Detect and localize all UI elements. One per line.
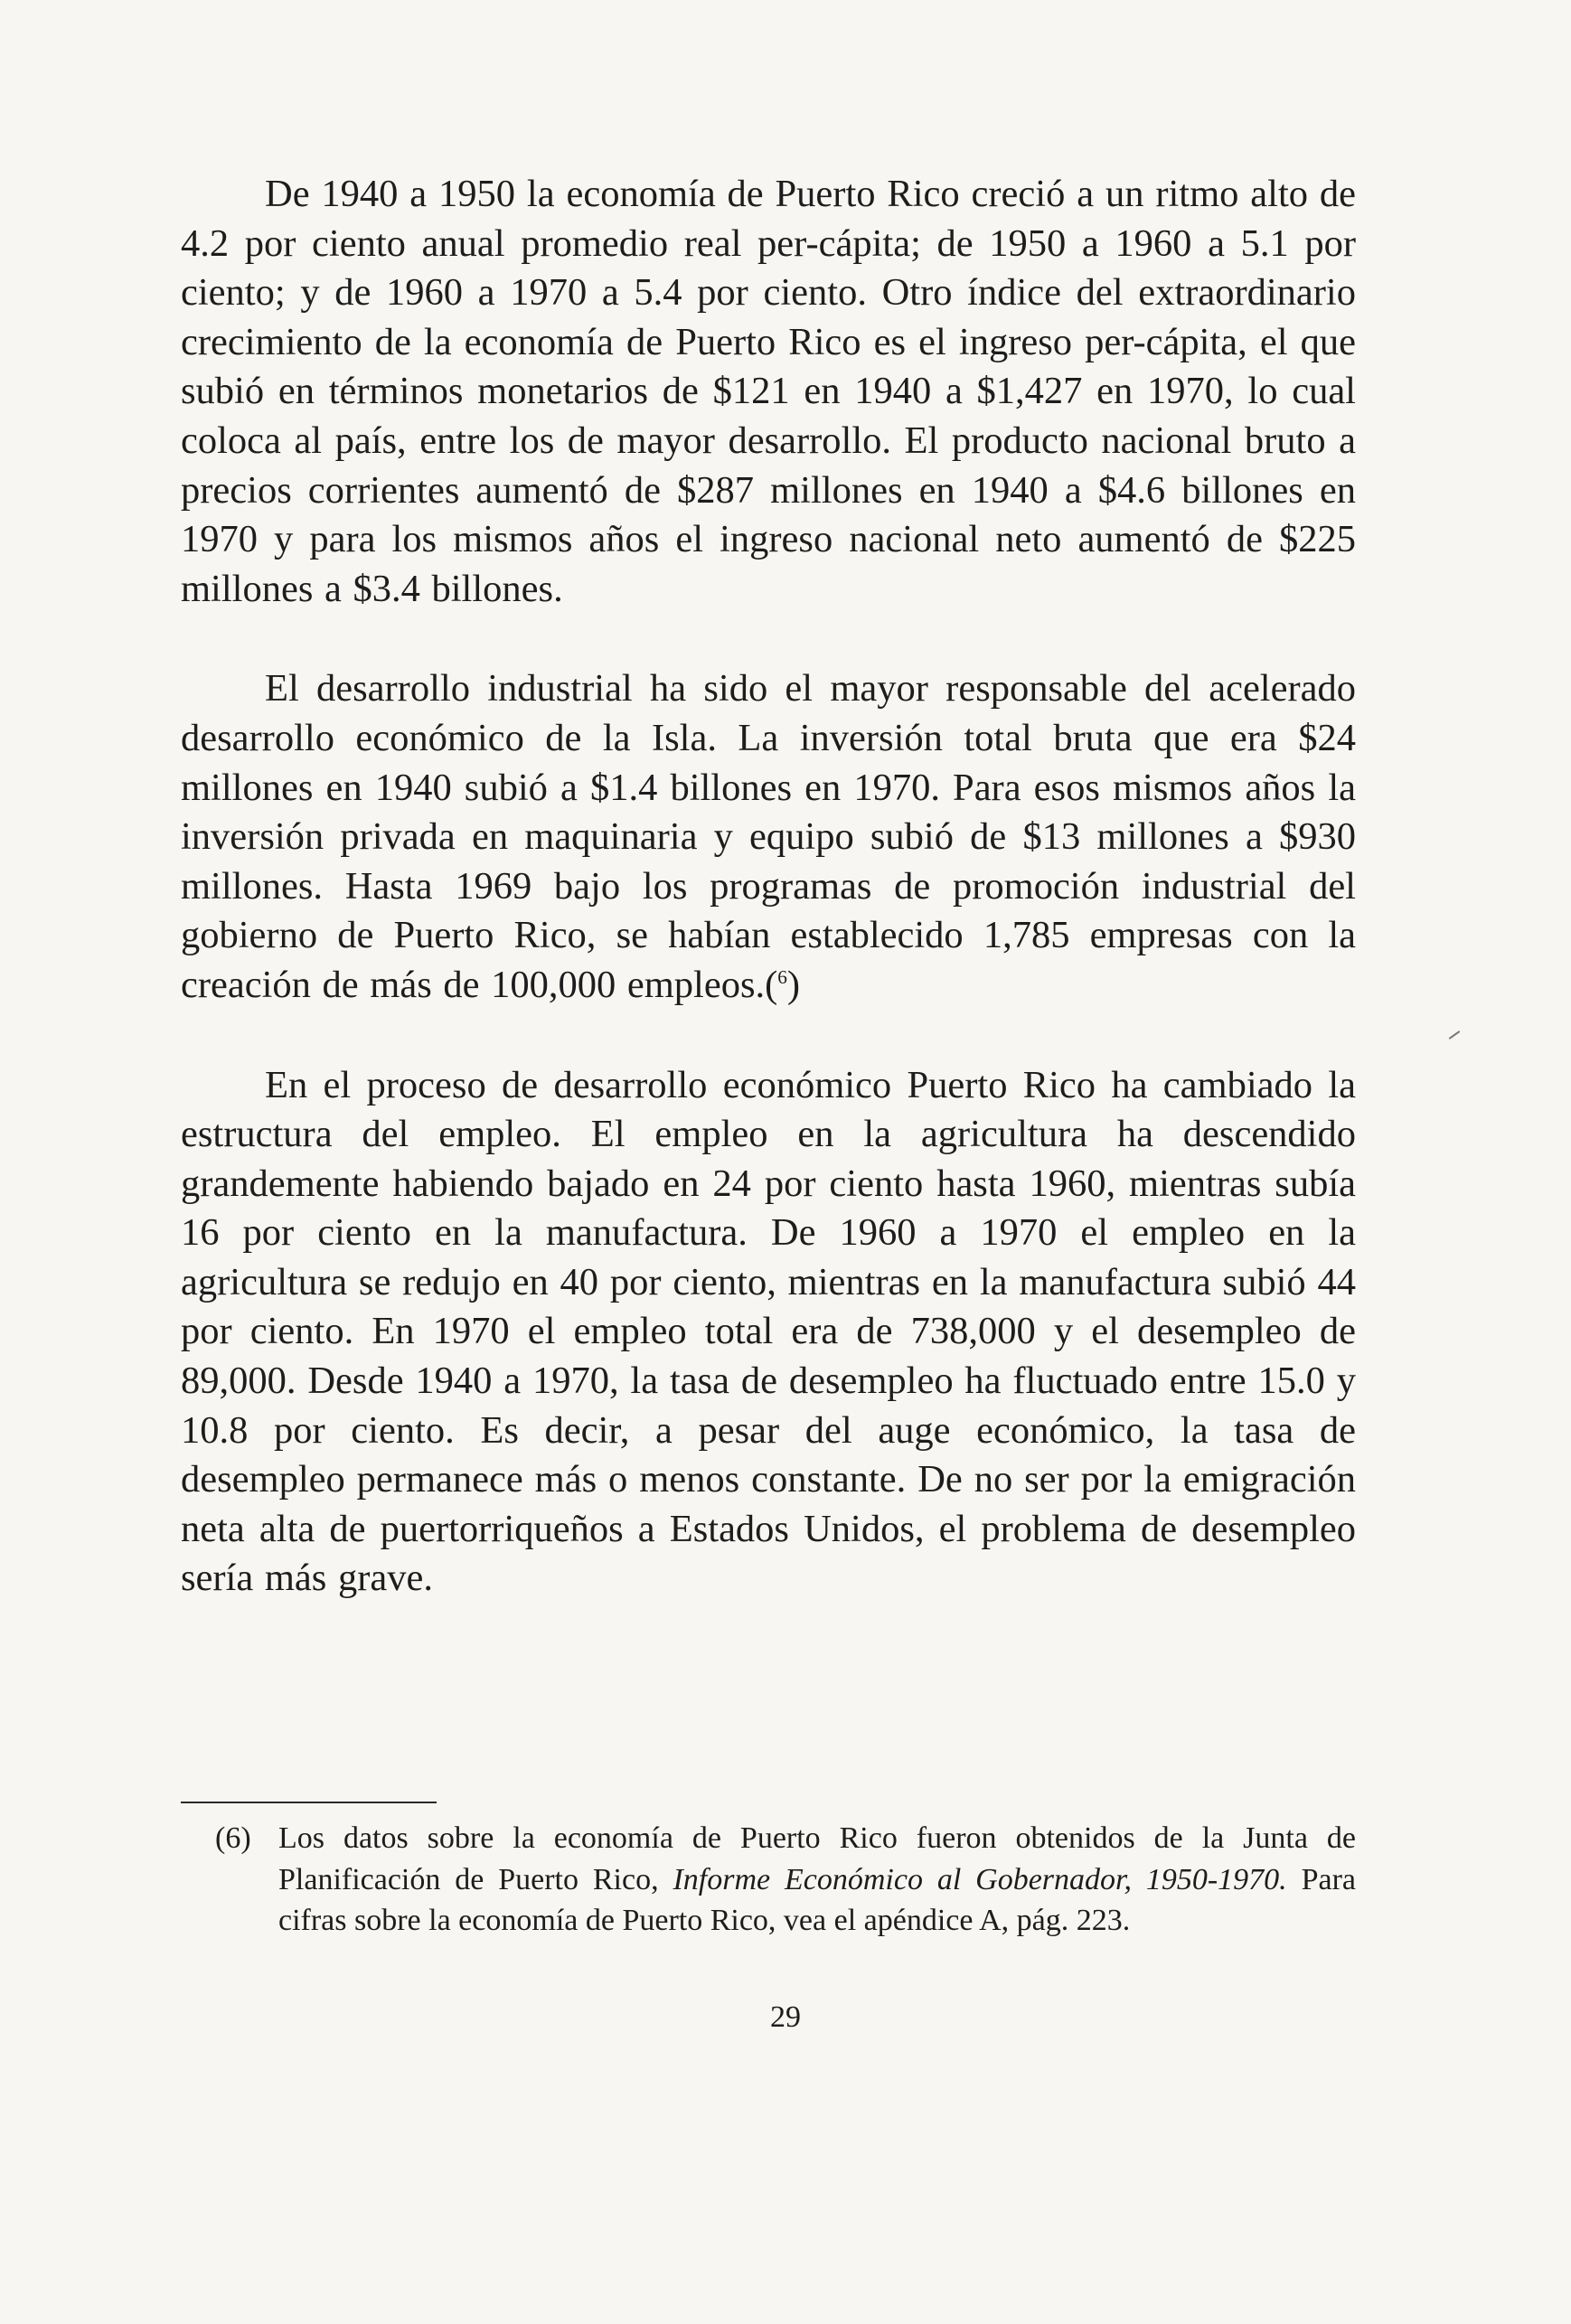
footnote-divider (181, 1802, 437, 1803)
footnote-row (215, 1818, 1356, 1942)
page-number: 29 (770, 2000, 801, 2034)
footnote-reference: ($^6$) (765, 963, 801, 1006)
stray-pen-mark (1449, 1030, 1461, 1040)
footnote-text-after: Para cifras sobre la economía de Puerto Rico, vea el apéndice A, pág. 223. (278, 1862, 1356, 1937)
paragraph-economic-growth: De 1940 a 1950 la economía de Puerto Rico creció a un ritmo alto de 4.2 por ciento anual promedio real per-cápita; de 1950 a 1960 a 5.1 por ciento; y de 1960 a 1970 a 5.4 por ciento. Otro índice del extraordinario crecimiento de la economía de Puerto Rico es el ingreso per-cápita, el que subió en términos monetarios de $121 en 1940 a $1,427 en 1970, lo cual coloca al país, entre los de mayor desarrollo. El producto nacional bruto a precios corrientes aumentó de $287 millones en 1940 a $4.6 billones en 1970 y para los mismos años el ingreso nacional neto aumentó de $225 millones a $3.4 billones. (181, 173, 1356, 610)
paragraph-industrial-development-text: El desarrollo industrial ha sido el mayor responsable del acelerado desarrollo económico de la Isla. La inversión total bruta que era $24 millones en 1940 subió a $1.4 billones en 1970. Para esos mismos años la inversión privada en maquinaria y equipo subió de $13 millones a $930 millones. Hasta 1969 bajo los programas de promoción industrial del gobierno de Puerto Rico, se habían establecido 1,785 empresas con la creación de más de 100,000 empleos. (181, 667, 1356, 1006)
body-text (181, 170, 1356, 1604)
paragraph-industrial-development (181, 664, 1356, 1010)
footnote-text-before: Los datos sobre la economía de Puerto Rico fueron obtenidos de la Junta de Planificación de Puerto Rico, (278, 1821, 1356, 1896)
footnote-body (278, 1821, 1356, 1937)
paragraph-employment-structure: En el proceso de desarrollo económico Puerto Rico ha cambiado la estructura del empleo. El empleo en la agricultura ha descendido grandemente habiendo bajado en 24 por ciento hasta 1960, mientras subía 16 por ciento en la manufactura. De 1960 a 1970 el empleo en la agricultura se redujo en 40 por ciento, mientras en la manufactura subió 44 por ciento. En 1970 el empleo total era de 738,000 y el desempleo de 89,000. Desde 1940 a 1970, la tasa de desempleo ha fluctuado entre 15.0 y 10.8 por ciento. Es decir, a pesar del auge económico, la tasa de desempleo permanece más o menos constante. De no ser por la emigración neta alta de puertorriqueños a Estados Unidos, el problema de desempleo sería más grave. (181, 1063, 1356, 1600)
footnote (215, 1818, 1356, 1942)
footnote-marker: (6) (215, 1821, 251, 1855)
footnote-italic-title: Informe Económico al Gobernador, 1950-1970. (673, 1862, 1287, 1896)
